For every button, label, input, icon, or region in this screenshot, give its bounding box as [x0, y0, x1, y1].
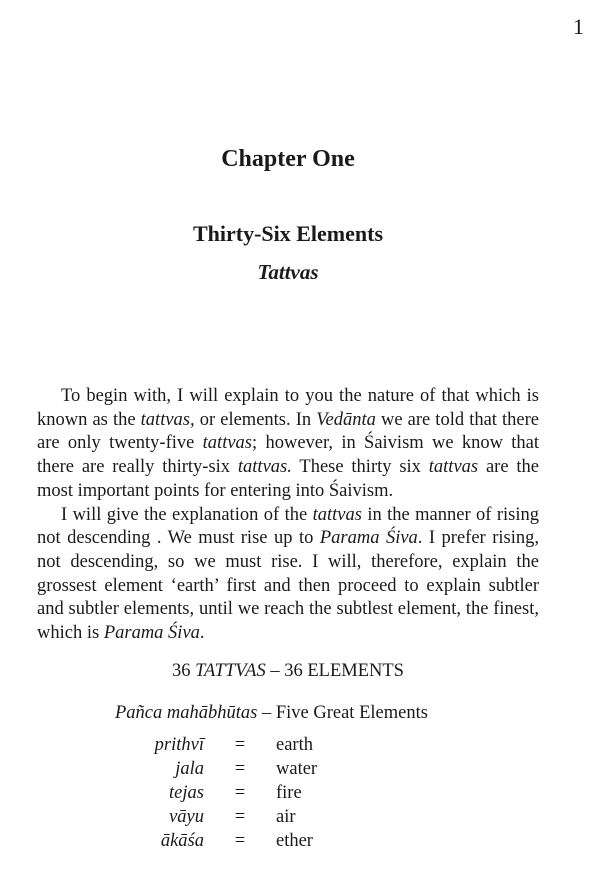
english-term: ether [276, 831, 313, 851]
elements-table [130, 735, 317, 855]
text-run: ; however, in Śaivism we know that there are really thirty-six [37, 433, 539, 478]
italic-term: tattvas. [237, 457, 292, 478]
body-text [37, 385, 539, 646]
equals-sign: = [234, 831, 246, 851]
group-heading [115, 703, 428, 724]
italic-term: Vedānta [316, 409, 376, 430]
english-term: earth [276, 735, 313, 755]
paragraph [37, 385, 539, 504]
english-term: fire [276, 783, 302, 803]
tattva-heading-italic: TATTVAS [195, 661, 266, 681]
text-run: I will give the explanation of the [61, 504, 313, 525]
element-row [130, 807, 317, 831]
element-row [130, 759, 317, 783]
section-title: Thirty-Six Elements [192, 221, 384, 246]
text-run: or elements. In [194, 409, 317, 430]
element-row [130, 831, 317, 855]
text-run: in the manner of rising not descending . We must rise up to [37, 504, 540, 549]
italic-term: Parama Śiva [319, 528, 418, 549]
paragraph [37, 504, 539, 646]
italic-term: tattvas [428, 457, 479, 478]
page-number: 1 [573, 14, 584, 39]
equals-sign: = [234, 783, 246, 803]
sanskrit-term: prithvī [154, 735, 204, 755]
sanskrit-term: vāyu [169, 807, 204, 827]
tattva-heading-suffix: – 36 ELEMENTS [265, 661, 404, 681]
equals-sign: = [234, 807, 246, 827]
text-run: . [199, 623, 205, 644]
chapter-title: Chapter One [221, 146, 355, 172]
group-heading-suffix: – Five Great Elements [257, 703, 428, 723]
equals-sign: = [234, 759, 246, 779]
element-row [130, 735, 317, 759]
english-term: air [276, 807, 296, 827]
element-row [130, 783, 317, 807]
sanskrit-term: jala [175, 759, 204, 779]
italic-term: tattvas, [140, 409, 195, 430]
tattva-heading [0, 661, 576, 682]
group-heading-italic: Pañca mahābhūtas [115, 703, 258, 723]
tattva-heading-prefix: 36 [172, 661, 196, 681]
english-term: water [276, 759, 318, 779]
text-run: are the most important points for entering into Śaivism. [37, 457, 540, 501]
text-run: These thirty six [291, 457, 429, 478]
text-run: . I prefer rising, not descending, so we must rise. I will, therefore, explain the grossest element ‘earth’ first and then proceed to explain subtler and subtler elements, until we reach the subtlest element, the finest, which is [37, 528, 539, 644]
text-run: To begin with, I will explain to you the nature of that which is known as the [37, 386, 539, 430]
section-subtitle: Tattvas [257, 260, 319, 284]
text-run: we are told that there are only twenty-five [37, 409, 540, 454]
equals-sign: = [234, 735, 246, 755]
italic-term: Parama Śiva [103, 623, 200, 644]
italic-term: tattvas [312, 504, 362, 525]
italic-term: tattvas [202, 433, 253, 454]
sanskrit-term: tejas [169, 783, 204, 803]
sanskrit-term: ākāśa [160, 831, 204, 851]
